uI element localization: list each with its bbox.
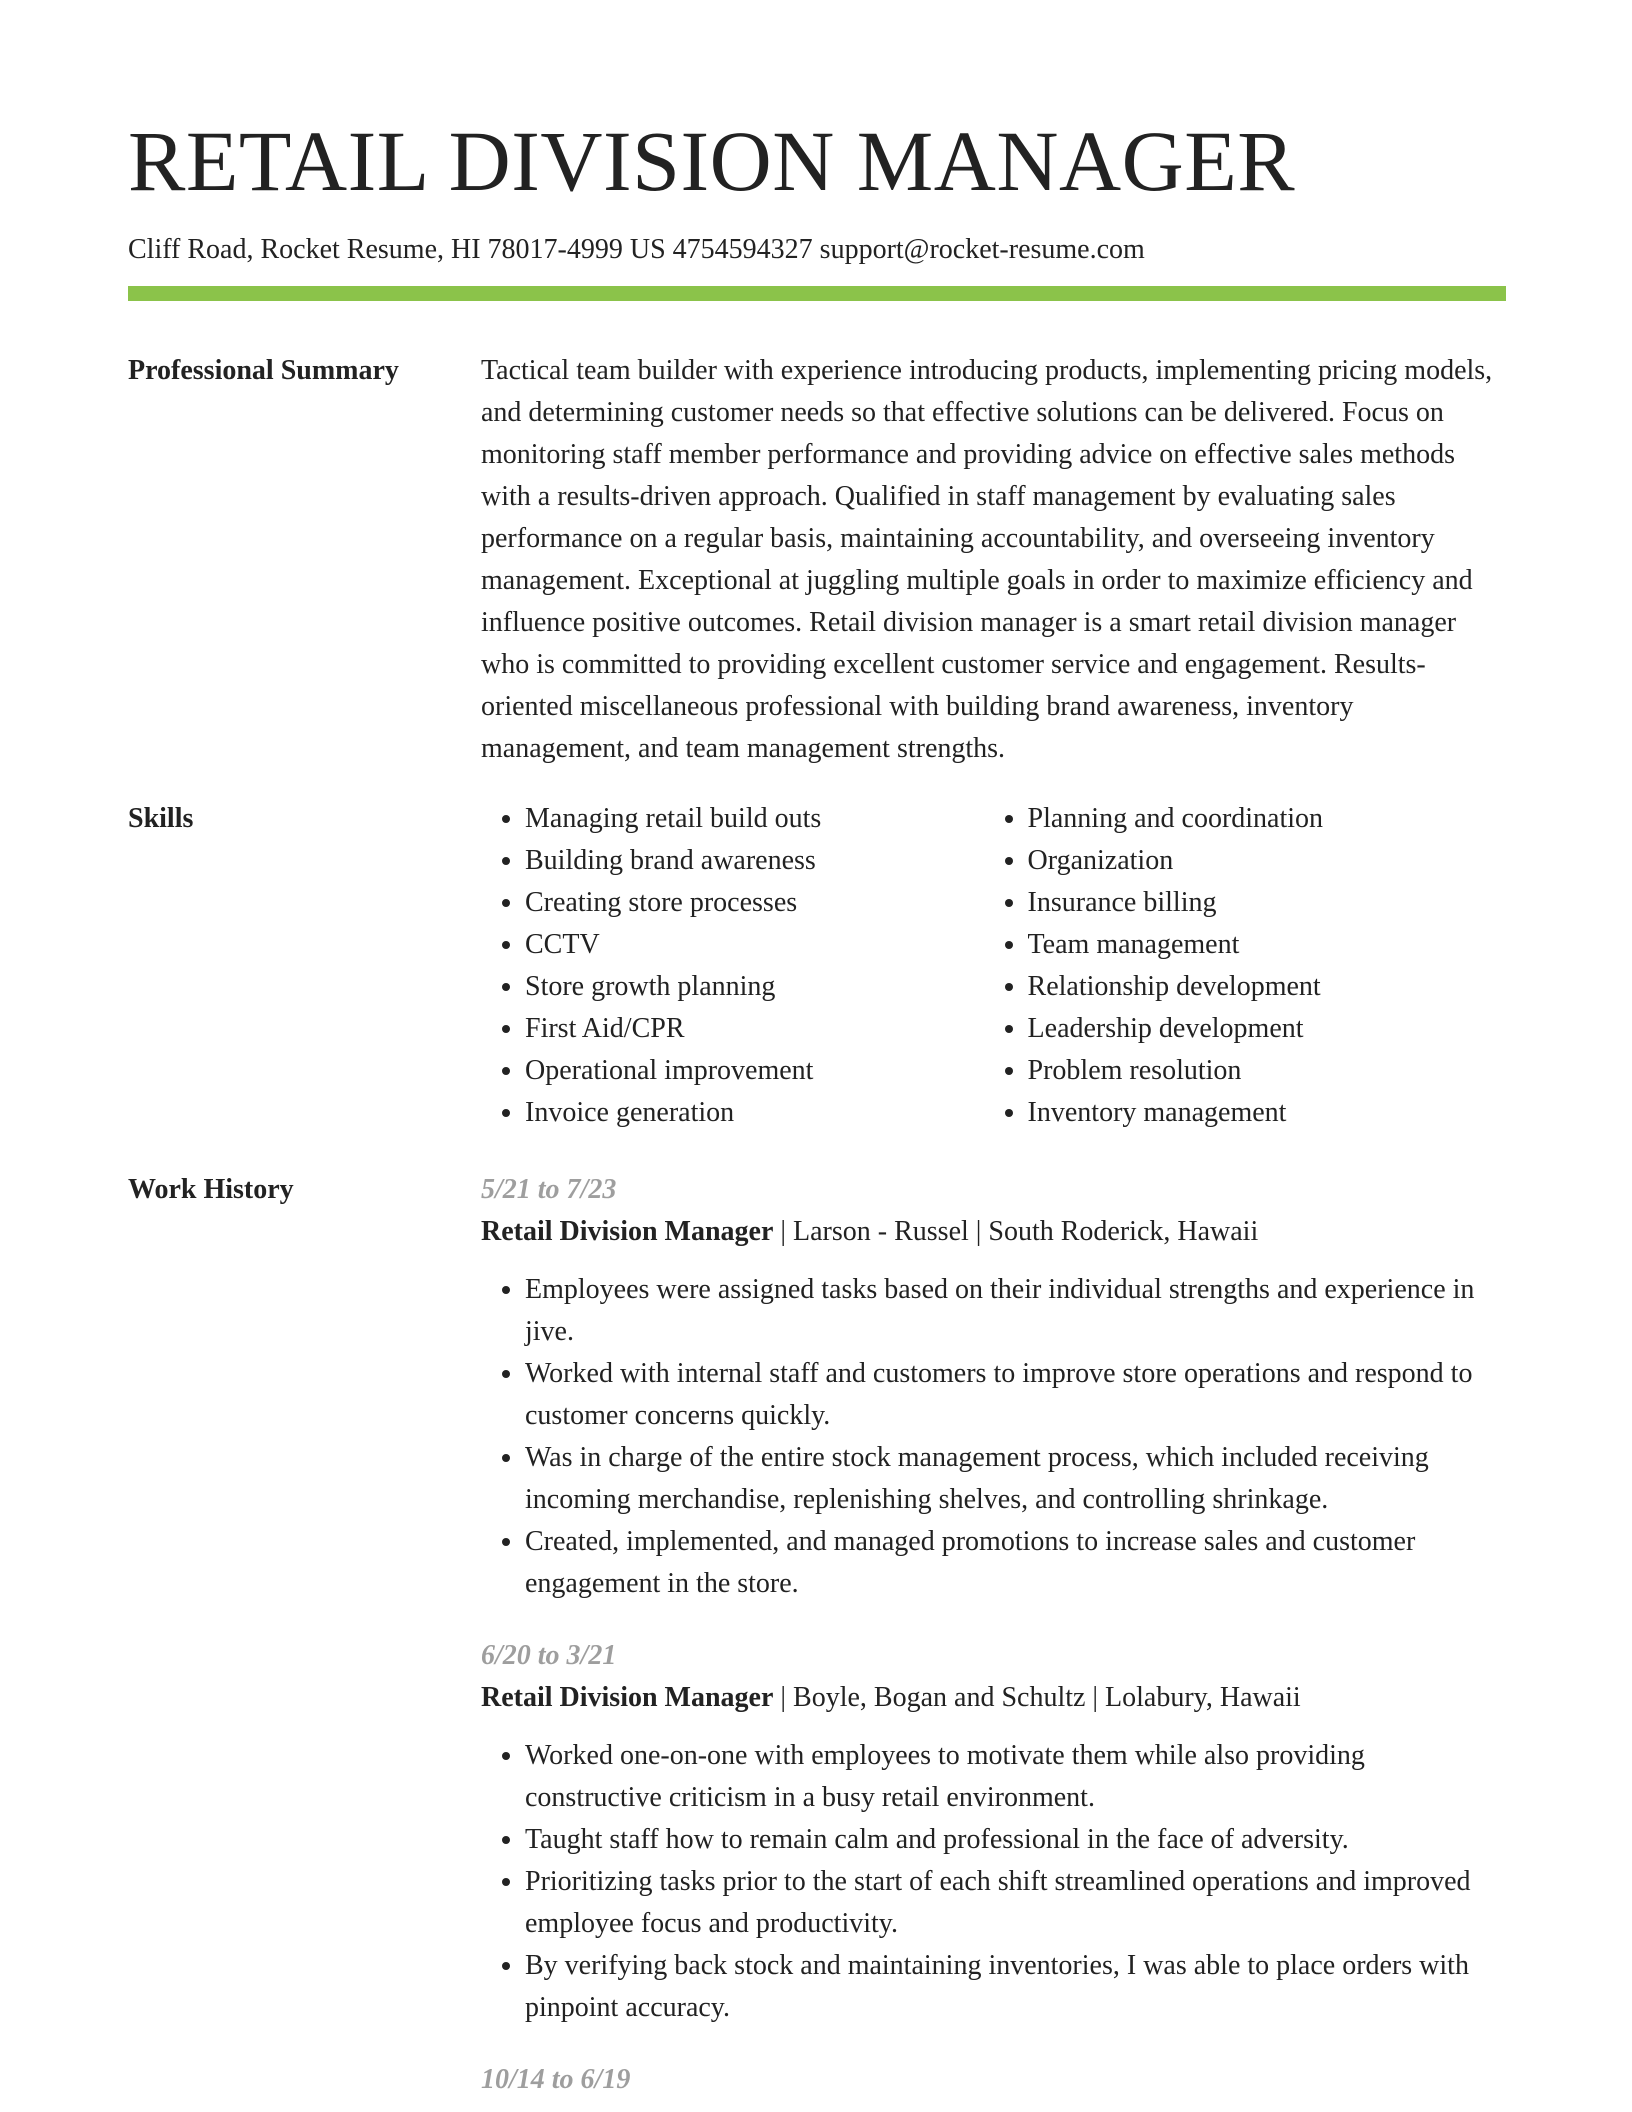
- job-bullet: • Employees were assigned tasks based on their individual strengths and experience in jive.: [525, 1269, 1506, 1353]
- skills-body: [481, 798, 1506, 1134]
- skill-item: • Invoice generation: [525, 1092, 984, 1134]
- work-history-label: Work History: [128, 1174, 294, 1205]
- job-dates: 5/21 to 7/23: [481, 1174, 617, 1205]
- contact-email: support@rocket-resume.com: [819, 234, 1145, 265]
- skill-item: • Insurance billing: [1028, 882, 1506, 924]
- job-entry: [481, 1169, 1506, 1605]
- job-dates: 10/14 to 6/19: [481, 2064, 631, 2095]
- skill-item: • Building brand awareness: [525, 840, 984, 882]
- skill-item: • Planning and coordination: [1028, 798, 1506, 840]
- contact-phone: 4754594327: [672, 234, 813, 265]
- skills-list-right: [984, 798, 1506, 1134]
- job-title: Retail Division Manager: [481, 1216, 774, 1247]
- job-bullet: • Created, implemented, and managed promotions to increase sales and customer engagement in the store.: [525, 1521, 1506, 1605]
- work-history-body: [481, 1169, 1506, 2101]
- summary-body: [481, 350, 1506, 770]
- resume-title: RETAIL DIVISION MANAGER: [128, 113, 1296, 209]
- skill-item: • Team management: [1028, 924, 1506, 966]
- job-entry: [481, 1635, 1506, 2029]
- contact-line: [128, 232, 1145, 268]
- job-title: Retail Division Manager: [481, 1682, 774, 1713]
- job-bullet: • Worked one-on-one with employees to motivate them while also providing constructive criticism in a busy retail environment.: [525, 1735, 1506, 1819]
- skills-list-left: [481, 798, 984, 1134]
- job-bullets: [481, 1735, 1506, 2029]
- skill-item: • Operational improvement: [525, 1050, 984, 1092]
- skill-item: • Relationship development: [1028, 966, 1506, 1008]
- summary-text: Tactical team builder with experience introducing products, implementing pricing models, and determining customer needs so that effective solutions can be delivered. Focus on monitoring staff member performance and providing advice on effective sales methods with a results-driven approach. Qualified in staff management by evaluating sales performance on a regular basis, maintaining accountability, and overseeing inventory management. Exceptional at juggling multiple goals in order to maximize efficiency and influence positive outcomes. Retail division manager is a smart retail division manager who is committed to providing excellent customer service and engagement. Results-oriented miscellaneous professional with building brand awareness, inventory management, and team management strengths.: [481, 355, 1493, 764]
- skill-item: • Creating store processes: [525, 882, 984, 924]
- summary-label: Professional Summary: [128, 355, 399, 386]
- job-bullet: • Prioritizing tasks prior to the start of each shift streamlined operations and improved employee focus and productivity.: [525, 1861, 1506, 1945]
- job-bullet: • By verifying back stock and maintaining inventories, I was able to place orders with pinpoint accuracy.: [525, 1945, 1506, 2029]
- header-divider: [128, 286, 1506, 301]
- contact-address: Cliff Road, Rocket Resume, HI 78017-4999 US: [128, 234, 666, 265]
- skill-item: • Problem resolution: [1028, 1050, 1506, 1092]
- job-bullets: [481, 1269, 1506, 1605]
- job-details: | Larson - Russel | South Roderick, Hawaii: [773, 1216, 1259, 1247]
- skill-item: • First Aid/CPR: [525, 1008, 984, 1050]
- job-bullet: • Worked with internal staff and customers to improve store operations and respond to customer concerns quickly.: [525, 1353, 1506, 1437]
- job-details: | Boyle, Bogan and Schultz | Lolabury, Hawaii: [773, 1682, 1301, 1713]
- job-dates: 6/20 to 3/21: [481, 1640, 617, 1671]
- job-bullet: • Taught staff how to remain calm and professional in the face of adversity.: [525, 1819, 1506, 1861]
- skill-item: • Store growth planning: [525, 966, 984, 1008]
- skill-item: • Managing retail build outs: [525, 798, 984, 840]
- job-heading: [481, 1677, 1506, 1719]
- skill-item: • Inventory management: [1028, 1092, 1506, 1134]
- job-heading: [481, 1211, 1506, 1253]
- skill-item: • CCTV: [525, 924, 984, 966]
- skill-item: • Leadership development: [1028, 1008, 1506, 1050]
- job-bullet: • Was in charge of the entire stock management process, which included receiving incoming merchandise, replenishing shelves, and controlling shrinkage.: [525, 1437, 1506, 1521]
- job-entry: [481, 2059, 1506, 2101]
- skill-item: • Organization: [1028, 840, 1506, 882]
- skills-label: Skills: [128, 803, 194, 834]
